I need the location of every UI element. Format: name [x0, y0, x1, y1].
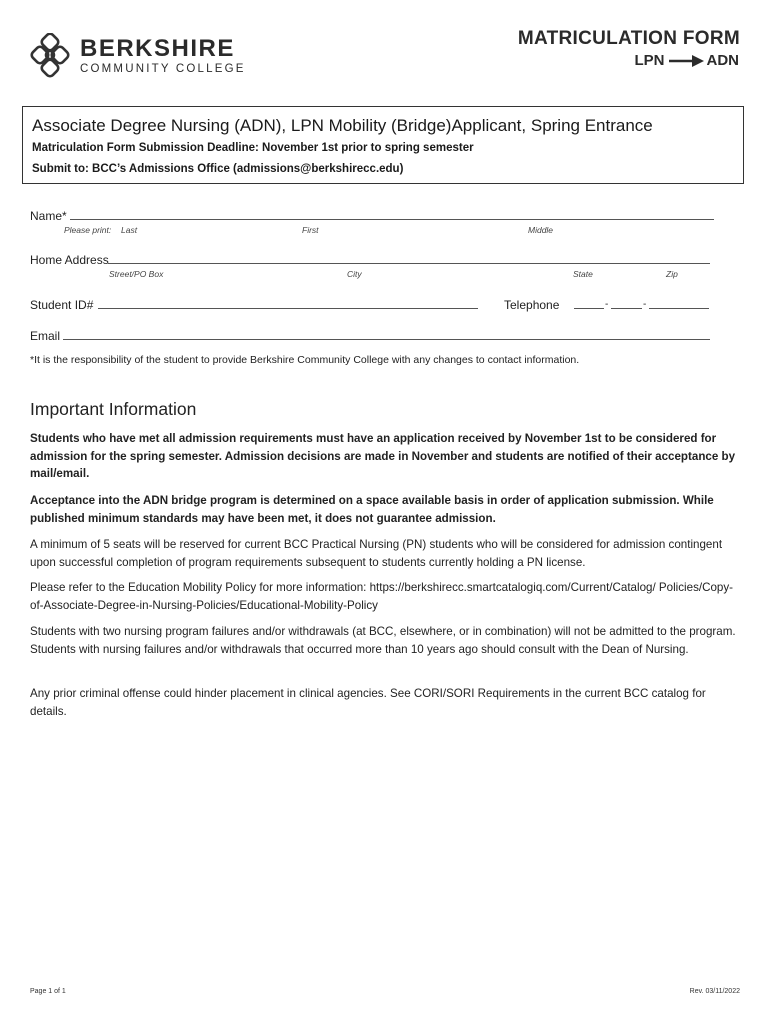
submit-to: Submit to: BCC’s Admissions Office (admissions@berkshirecc.edu): [32, 163, 404, 175]
submission-deadline: Matriculation Form Submission Deadline: November 1st prior to spring semester: [32, 142, 474, 154]
info-paragraph-deadline: Students who have met all admission requirements must have an application received by November 1st to be considered for admission for the spring semester. Admission decisions are made in November and students are notified of their acceptance by mail/email.: [30, 432, 736, 480]
telephone-area-code-field[interactable]: [574, 308, 604, 309]
info-paragraph-criminal-offense: Any prior criminal offense could hinder placement in clinical agencies. See CORI/SORI Requirements in the current BCC catalog for details.: [30, 687, 706, 718]
info-paragraph-acceptance: Acceptance into the ADN bridge program is determined on a space available basis in order of application submission. While published minimum standards may have been met, it does not guarantee admission.: [30, 494, 714, 525]
name-field[interactable]: [70, 219, 714, 220]
street-caption: Street/PO Box: [109, 269, 164, 279]
email-label: Email: [30, 329, 61, 343]
zip-caption: Zip: [666, 269, 678, 279]
logo-name: BERKSHIRE: [80, 35, 235, 62]
middle-name-caption: Middle: [528, 225, 554, 235]
telephone-number-field[interactable]: [649, 308, 709, 309]
telephone-label: Telephone: [504, 298, 560, 312]
last-name-caption: Last: [121, 225, 138, 235]
page-number: Page 1 of 1: [30, 988, 66, 995]
name-label: Name*: [30, 209, 67, 223]
program-title: Associate Degree Nursing (ADN), LPN Mobility (Bridge)Applicant, Spring Entrance: [32, 116, 653, 135]
info-paragraph-failures: Students with two nursing program failures and/or withdrawals (at BCC, elsewhere, or in combination) will not be admitted to the program. Students with nursing failures and/or withdrawals that occurred more than 10 years ago should consult with the Dean of Nursing.: [30, 625, 736, 656]
home-address-field[interactable]: [108, 263, 710, 264]
contact-responsibility-note: *It is the responsibility of the student to provide Berkshire Community College with any changes to contact information.: [30, 354, 580, 366]
first-name-caption: First: [302, 225, 319, 235]
telephone-prefix-field[interactable]: [611, 308, 642, 309]
important-information-heading: Important Information: [30, 399, 197, 419]
form-title: MATRICULATION FORM: [517, 28, 740, 49]
city-caption: City: [347, 269, 362, 279]
college-logo: [30, 33, 246, 81]
adn-text: ADN: [706, 52, 739, 69]
info-paragraph-mobility-policy: Please refer to the Education Mobility Policy for more information: https://berkshirecc.smartcatalogiq.com/Current/Catalog/ Policies/Copy-of-Associate-Degree-in-Nursing-Policies/Educational-Mobility-Policy: [30, 581, 734, 612]
lpn-text: LPN: [634, 52, 665, 69]
please-print-label: Please print:: [64, 225, 112, 235]
student-id-field[interactable]: [98, 308, 478, 309]
program-heading-box: [22, 106, 744, 184]
home-address-label: Home Address: [30, 253, 109, 267]
celtic-knot-icon: [30, 33, 76, 81]
arrow-right-icon: [668, 55, 704, 67]
student-id-label: Student ID#: [30, 298, 94, 312]
info-paragraph-reserved-seats: A minimum of 5 seats will be reserved for current BCC Practical Nursing (PN) students who will be considered for admission contingent upon successful completion of program requirements subsequent to students currently holding a PN license.: [30, 538, 723, 569]
telephone-dash-1: -: [605, 299, 609, 310]
logo-subtitle: COMMUNITY COLLEGE: [80, 63, 246, 75]
revision-date: Rev. 03/11/2022: [689, 988, 740, 995]
email-field[interactable]: [63, 339, 710, 340]
lpn-to-adn-label: [635, 52, 740, 69]
telephone-dash-2: -: [643, 299, 647, 310]
state-caption: State: [573, 269, 593, 279]
